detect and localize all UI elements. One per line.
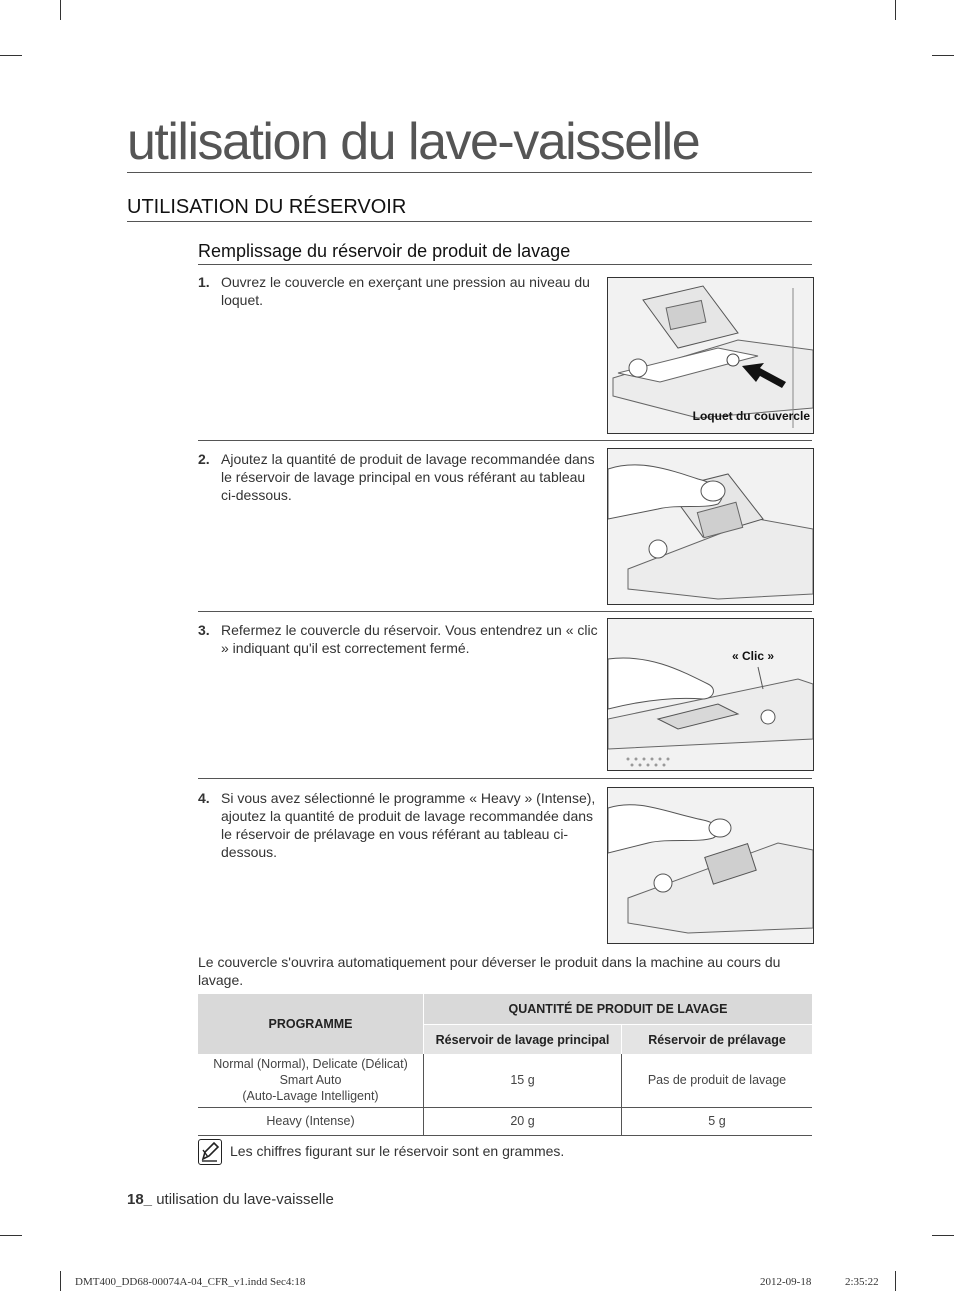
figure-label: Loquet du couvercle (692, 409, 810, 423)
crop-mark (0, 1235, 22, 1236)
step-2-illustration (607, 448, 814, 605)
step-number: 4. (198, 790, 210, 806)
table-cell-programme (198, 1054, 424, 1107)
step-text: Refermez le couvercle du réservoir. Vous entendrez un « clic » indiquant qu'il est correctement fermé. (221, 622, 598, 656)
table-header-principal: Réservoir de lavage principal (424, 1025, 622, 1055)
crop-mark (895, 0, 896, 20)
page-footer (127, 1191, 334, 1208)
detergent-table (198, 994, 812, 1136)
table-cell-programme (198, 1107, 424, 1135)
programme-line: Heavy (Intense) (266, 1114, 355, 1128)
figure-label: « Clic » (732, 649, 775, 663)
note-pencil-icon (198, 1139, 222, 1165)
crop-mark (0, 55, 22, 56)
table-cell-prelavage: Pas de produit de lavage (622, 1054, 813, 1107)
step-2 (198, 450, 598, 504)
divider (198, 440, 812, 441)
table-header-quantite: QUANTITÉ DE PRODUIT DE LAVAGE (424, 994, 813, 1025)
programme-line: (Auto-Lavage Intelligent) (242, 1089, 379, 1104)
slug-date: 2012-09-18 (760, 1276, 812, 1288)
subsection-title: Remplissage du réservoir de produit de lavage (198, 241, 812, 265)
closing-lid-illustration (608, 619, 813, 770)
divider (198, 778, 812, 779)
step-3 (198, 621, 598, 657)
step-text: Si vous avez sélectionné le programme « Heavy » (Intense), ajoutez la quantité de produit de lavage recommandée dans le réservoir de prélavage en vous référant au tableau ci-dessous. (221, 790, 596, 860)
step-text: Ouvrez le couvercle en exerçant une pression au niveau du loquet. (221, 274, 590, 308)
step-1-illustration (607, 277, 814, 434)
page-number: 18_ (127, 1191, 153, 1208)
table-cell-principal: 20 g (424, 1107, 622, 1135)
slug-time: 2:35:22 (845, 1276, 879, 1288)
table-cell-principal: 15 g (424, 1054, 622, 1107)
table-header-prelavage: Réservoir de prélavage (622, 1025, 813, 1055)
crop-mark (895, 1271, 896, 1291)
step-number: 2. (198, 451, 210, 467)
step-number: 1. (198, 274, 210, 290)
programme-line: Normal (Normal), Delicate (Délicat) (213, 1057, 408, 1072)
step-4-illustration (607, 787, 814, 944)
crop-mark (932, 55, 954, 56)
slug-file: DMT400_DD68-00074A-04_CFR_v1.indd Sec4:18 (75, 1276, 306, 1288)
table-row (198, 1054, 812, 1107)
step-3-illustration (607, 618, 814, 771)
note-text: Les chiffres figurant sur le réservoir sont en grammes. (230, 1143, 565, 1159)
divider (198, 611, 812, 612)
table-header-programme: PROGRAMME (198, 994, 424, 1054)
table-row (198, 1107, 812, 1135)
step-1 (198, 273, 598, 309)
crop-mark (60, 1271, 61, 1291)
page-title: utilisation du lave-vaisselle (127, 112, 812, 173)
step-number: 3. (198, 622, 210, 638)
table-cell-prelavage: 5 g (622, 1107, 813, 1135)
hand-pouring-detergent-illustration (608, 449, 813, 604)
step-4 (198, 789, 598, 861)
auto-open-note: Le couvercle s'ouvrira automatiquement pour déverser le produit dans la machine au cours du lavage. (198, 954, 781, 988)
footer-label: utilisation du lave-vaisselle (152, 1191, 334, 1208)
crop-mark (932, 1235, 954, 1236)
programme-line: Smart Auto (279, 1073, 342, 1088)
step-text: Ajoutez la quantité de produit de lavage recommandée dans le réservoir de lavage principal en vous référant au tableau ci-dessous. (221, 451, 595, 503)
section-title: UTILISATION DU RÉSERVOIR (127, 196, 812, 222)
crop-mark (60, 0, 61, 20)
prewash-detergent-illustration (608, 788, 813, 943)
